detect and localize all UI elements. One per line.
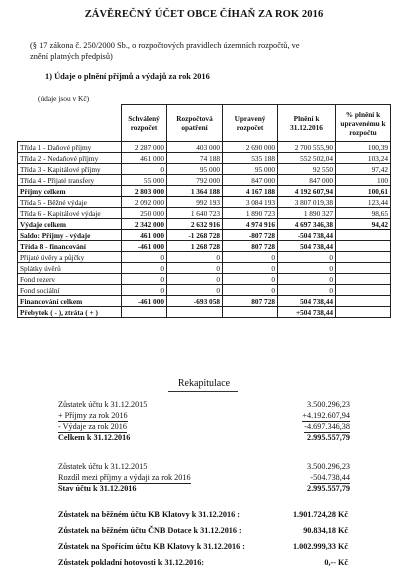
table-row (18, 186, 391, 197)
row-label: Třída 6 - Kapitálové výdaje (18, 208, 122, 219)
recap-title: Rekapitulace (177, 378, 231, 389)
row-value (336, 263, 391, 274)
row-value: 535 188 (223, 153, 278, 164)
recap-row (58, 484, 350, 494)
row-label: Fond sociální (18, 285, 122, 296)
table-row (18, 307, 391, 318)
balance-row (58, 509, 348, 520)
row-value: 0 (167, 252, 223, 263)
table-row (18, 208, 391, 219)
row-value (167, 307, 223, 318)
row-value: 0 (122, 274, 167, 285)
row-value: 0 (122, 252, 167, 263)
row-value: 0 (122, 263, 167, 274)
balance-label: Zůstatek na běžném účtu KB Klatovy k 31.12.2016 : (58, 510, 240, 519)
row-value (336, 274, 391, 285)
balance-value: 1.002.999,33 Kč (292, 542, 348, 551)
table-row (18, 175, 391, 186)
table-row (18, 285, 391, 296)
row-value: -693 058 (167, 296, 223, 307)
row-value (223, 307, 278, 318)
recap-title-underline (0, 391, 408, 392)
recap-row (58, 473, 350, 483)
row-value: 4 974 916 (223, 219, 278, 230)
row-value (336, 285, 391, 296)
row-value: 2 342 000 (122, 219, 167, 230)
row-value: 4 167 188 (223, 186, 278, 197)
row-value: +504 738,44 (278, 307, 336, 318)
legal-reference-line-2: znění platných předpisů) (30, 52, 113, 61)
table-header-adjustments: Rozpočtová opatření (167, 105, 223, 142)
recap-value: 3.500.296,23 (307, 462, 350, 471)
table-row (18, 263, 391, 274)
row-value: 1 890 327 (278, 208, 336, 219)
row-value: -461 000 (122, 241, 167, 252)
row-value: 0 (122, 164, 167, 175)
row-value: 0 (167, 285, 223, 296)
recap-label: Stav účtu k 31.12.2016 (58, 484, 137, 493)
row-value: 992 193 (167, 197, 223, 208)
table-row (18, 197, 391, 208)
row-value (336, 296, 391, 307)
row-label: Financování celkem (18, 296, 122, 307)
row-value: 4 697 346,38 (278, 219, 336, 230)
legal-reference (30, 40, 390, 62)
row-label: Příjmy celkem (18, 186, 122, 197)
table-header-fulfilment: Plnění k 31.12.2016 (278, 105, 336, 142)
row-value: 403 000 (167, 142, 223, 153)
row-label: Třída 3 - Kapitálové příjmy (18, 164, 122, 175)
recap-value: -504.738,44 (310, 473, 350, 482)
row-value: 97,42 (336, 164, 391, 175)
balance-row (58, 541, 348, 552)
legal-reference-line-1: (§ 17 zákona č. 250/2000 Sb., o rozpočtových pravidlech územních rozpočtů, ve (30, 41, 300, 50)
row-value: 0 (122, 285, 167, 296)
row-value: 0 (223, 252, 278, 263)
table-row (18, 296, 391, 307)
row-value: -504 738,44 (278, 230, 336, 241)
recap-value: +4.192.607,94 (302, 411, 350, 420)
row-label: Výdaje celkem (18, 219, 122, 230)
row-label: Třída 8 - financování (18, 241, 122, 252)
row-label: Splátky úvěrů (18, 263, 122, 274)
row-value: 94,42 (336, 219, 391, 230)
row-value: 4 192 607,94 (278, 186, 336, 197)
row-value: 98,65 (336, 208, 391, 219)
table-row (18, 142, 391, 153)
row-value: -1 268 728 (167, 230, 223, 241)
row-value: 0 (167, 263, 223, 274)
recap-label: Celkem k 31.12.2016 (58, 433, 131, 442)
row-label: Fond rezerv (18, 274, 122, 285)
row-value: 0 (223, 263, 278, 274)
units-note: (údaje jsou v Kč) (38, 94, 90, 103)
table-row (18, 230, 391, 241)
row-value: 2 803 000 (122, 186, 167, 197)
row-value: 0 (223, 274, 278, 285)
recap-value: 3.500.296,23 (307, 400, 350, 409)
balance-label: Zůstatek na běžném účtu ČNB Dotace k 31.12.2016 : (58, 526, 242, 535)
recap-value: 2.995.557,79 (307, 433, 350, 442)
row-value: 55 000 (122, 175, 167, 186)
row-value: 0 (278, 263, 336, 274)
recap-row (58, 411, 350, 421)
row-value: 92 550 (278, 164, 336, 175)
row-value: 2 287 000 (122, 142, 167, 153)
table-body (18, 142, 391, 318)
row-value (336, 252, 391, 263)
row-value (122, 307, 167, 318)
balance-value: 90.834,18 Kč (303, 526, 348, 535)
row-value: 3 807 019,38 (278, 197, 336, 208)
row-value: 0 (278, 252, 336, 263)
recap-label: Zůstatek účtu k 31.12.2015 (58, 462, 148, 471)
table-row (18, 164, 391, 175)
table-header-percent: % plnění k upravenému k rozpočtu (336, 105, 391, 142)
row-value: 0 (167, 274, 223, 285)
row-value: 100 (336, 175, 391, 186)
row-value: 847 000 (223, 175, 278, 186)
table-row (18, 153, 391, 164)
row-value: 74 188 (167, 153, 223, 164)
budget-table (17, 104, 391, 318)
row-value: 103,24 (336, 153, 391, 164)
balance-label: Zůstatek na Spořícím účtu KB Klatovy k 31.12.2016 : (58, 542, 245, 551)
table-header-adjusted: Upravený rozpočet (223, 105, 278, 142)
row-value: 95 000 (167, 164, 223, 175)
balance-row (58, 525, 348, 536)
row-value: 461 000 (122, 153, 167, 164)
row-label: Přebytek ( - ), ztráta ( + ) (18, 307, 122, 318)
row-value: 0 (223, 285, 278, 296)
row-value: 1 890 723 (223, 208, 278, 219)
row-value: 2 690 000 (223, 142, 278, 153)
recap-row (58, 422, 350, 432)
row-value: 847 000 (278, 175, 336, 186)
row-value: 100,39 (336, 142, 391, 153)
recap-row (58, 433, 350, 443)
row-label: Třída 4 - Přijaté transfery (18, 175, 122, 186)
document-title: ZÁVĚREČNÝ ÚČET OBCE ČÍHAŇ ZA ROK 2016 (84, 9, 324, 20)
table-row (18, 274, 391, 285)
balance-label: Zůstatek pokladní hotovosti k 31.12.2016: (58, 558, 205, 567)
row-value: 2 700 555,90 (278, 142, 336, 153)
balance-value: 1.901.724,28 Kč (292, 510, 348, 519)
row-value: 1 268 728 (167, 241, 223, 252)
row-value: 461 000 (122, 230, 167, 241)
row-value: 2 632 916 (167, 219, 223, 230)
recap-label: Rozdíl mezi příjmy a výdaji za rok 2016 (58, 473, 191, 482)
table-header-blank (18, 105, 122, 142)
row-value: 1 640 723 (167, 208, 223, 219)
row-value: 95 000 (223, 164, 278, 175)
balance-value: 0,-- Kč (324, 558, 348, 567)
recap-value: -4.697.346,38 (304, 422, 350, 431)
row-label: Třída 2 - Nedaňové příjmy (18, 153, 122, 164)
table-header-row (18, 105, 391, 142)
row-value: 807 728 (223, 241, 278, 252)
row-value: 2 092 000 (122, 197, 167, 208)
row-value: 100,61 (336, 186, 391, 197)
recap-label: + Příjmy za rok 2016 (58, 411, 128, 420)
row-value: 1 364 188 (167, 186, 223, 197)
row-value: 807 728 (223, 296, 278, 307)
row-value: 504 738,44 (278, 241, 336, 252)
row-label: Saldo: Příjmy - výdaje (18, 230, 122, 241)
table-header-approved: Schválený rozpočet (122, 105, 167, 142)
table-row (18, 219, 391, 230)
balance-row (58, 557, 348, 568)
row-value: 552 502,04 (278, 153, 336, 164)
row-value: 250 000 (122, 208, 167, 219)
row-value: 504 738,44 (278, 296, 336, 307)
recap-label: - Výdaje za rok 2016 (58, 422, 127, 431)
row-value: -807 728 (223, 230, 278, 241)
row-value (336, 230, 391, 241)
row-label: Přijaté úvěry a půjčky (18, 252, 122, 263)
row-value (336, 241, 391, 252)
row-label: Třída 5 - Běžné výdaje (18, 197, 122, 208)
row-value: 0 (278, 274, 336, 285)
recap-value: 2.995.557,79 (307, 484, 350, 493)
recap-row (58, 400, 350, 410)
table-row (18, 241, 391, 252)
row-value: 123,44 (336, 197, 391, 208)
recap-label: Zůstatek účtu k 31.12.2015 (58, 400, 148, 409)
row-value: 792 000 (167, 175, 223, 186)
table-row (18, 252, 391, 263)
row-value: 0 (278, 285, 336, 296)
section-heading: 1) Údaje o plnění příjmů a výdajů za rok 2016 (45, 72, 210, 81)
row-value (336, 307, 391, 318)
recap-row (58, 462, 350, 472)
row-value: 3 084 193 (223, 197, 278, 208)
row-label: Třída 1 - Daňové příjmy (18, 142, 122, 153)
row-value: -461 000 (122, 296, 167, 307)
